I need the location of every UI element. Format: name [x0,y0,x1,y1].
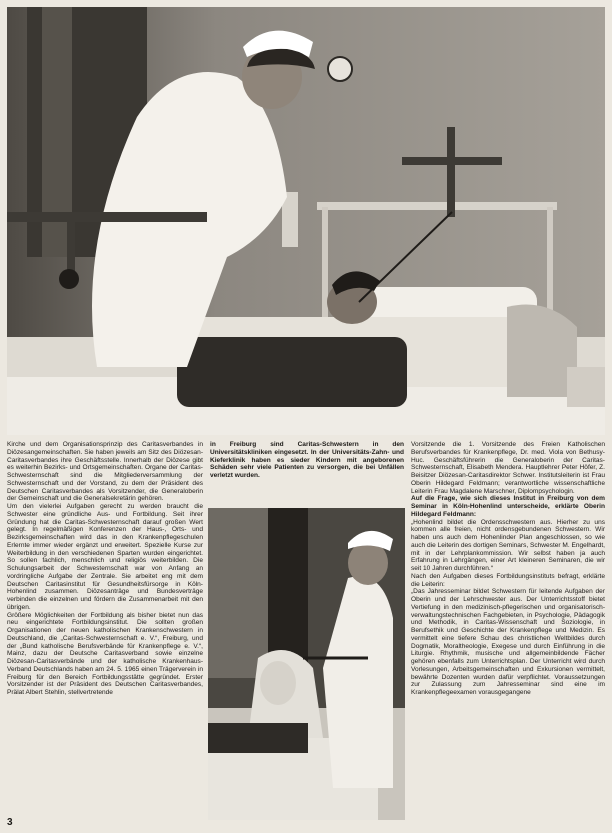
paragraph: Kirche und dem Organisationsprinzip des Caritasverbandes in Diözesangemeinschaften. Sie haben jeweils am Sitz des Diözesan-Caritasverbandes ihre Geschäftsstelle. Innerhalb der Diözese gibt es weiterhin Bezirks- und Ortsgemeinschaften. Organe der Caritas-Schwesternschaft sind die Mitgliederversammlung der Schwesternschaft und der Vorstand, zu dem der Präsident des Deutschen Caritasverbandes als Vorsitzender, die Generaloberin der Gemeinschaft und die Generalsekretärin gehören. [7,441,203,503]
photo-caption [210,441,404,503]
photo-nurse-bedside [7,7,605,435]
photo-nurse-patient-image [208,508,405,820]
photo-nurse-patient [208,508,405,820]
photo-nurse-bedside-image [7,7,605,435]
paragraph: „Das Jahresseminar bildet Schwestern für leitende Aufgaben der Oberin und der Lehrschwester aus. Der Unterrichtsstoff bietet Vertiefung in den medizinisch-pflegerischen und organisatorisch-verwaltungstechnischen Fachgebieten, in Psychologie, Pädagogik und Methodik, in Caritas-Wissenschaft und Soziologie, in Berufsethik und Geschichte der Krankenpflege und Medizin. Es vermittelt eine tiefere Schau des christlichen Weltbildes durch Dogmatik, Moraltheologie, Exegese und durch Einführung in die Liturgie. Rhythmik, musische und allgemeinbildende Fächer gehören ebenfalls zum Unterrichtsplan. Der Unterricht wird durch Vorlesungen, Arbeitsgemeinschaften und Exkursionen vermittelt, bewährte Dozenten wurden dafür verpflichtet. Voraussetzungen zur Zulassung zum Jahresseminar sind eine im Krankenpflegeexamen vorausgegangene [411,588,605,696]
paragraph: Um den vielerlei Aufgaben gerecht zu werden braucht die Schwester eine gründliche Aus- und Fortbildung. Seit ihrer Gründung hat die Caritas-Schwesternschaft darauf großen Wert gelegt. In regelmäßigen Konferenzen der Haus-, Orts- und Bezirksgemeinschaften wird das in den Krankenpflegeschulen Erlernte immer wieder ergänzt und erweitert. Spezielle Kurse zur Weiterbildung in den verschiedenen Sparten wurden eingerichtet. So sollen fachlich, menschlich und religiös weiterbilden. Die Schulungsarbeit der Schwesternschaft war von Anfang an vordringliche Aufgabe der Zentrale. Sie arbeitet eng mit dem Deutschen Caritasinstitut für Gesundheitsfürsorge in Köln-Hohenlind zusammen. Diözesanträge und Bundesverträge verbinden die einzelnen und fördern die Zusammenarbeit mit den übrigen. [7,503,203,611]
paragraph: „Hohenlind bildet die Ordensschwestern aus. Hierher zu uns kommen alle freien, nicht ordensgebundenen Schwestern. Wir haben uns auch dem Hohenlinder Plan angeschlossen, so wie auch die Leiterin des dortigen Seminars, Schwester M. Engelhardt, mit in der Lehrplankommission. Wir selbst haben ja auch Erfahrung in Lehrgängen, einer Art kleineren Seminaren, die wir seit 10 Jahren durchführen.“ [411,518,605,572]
paragraph: Auf die Frage, wie sich dieses Institut in Freiburg von dem Seminar in Köln-Hohenlind unterscheide, erklärte Oberin Hildegard Feldmann: [411,495,605,518]
paragraph: Größere Möglichkeiten der Fortbildung als bisher bietet nun das neu eingerichtete Fortbildungsinstitut. Die sollten großen Organisationen der neuen katholischen Krankenschwestern in Deutschland, die „Caritas-Schwesternschaft e. V.“, Freiburg, und der „Bund katholische Berufsverbände für Krankenpflege e. V.“, Mainz, dazu der Deutsche Caritasverband sowie einzelne Diözesan-Caritasverbände und der katholische Krankenhaus-Verband Deutschlands haben am 24. 5. 1965 einen Trägerverein in Freiburg für den Bereich Fortbildungsstätte gegründet. Erster Vorsitzender ist der Präsident des Deutschen Caritasverbandes, Prälat Albert Stehlin, stellvertretende [7,611,203,696]
paragraph: Vorsitzende die 1. Vorsitzende des Freien Katholischen Berufsverbandes für Krankenpflege, Dr. med. Viola von Bethusy-Huc. Geschäftsführerin die Generaloberin der Caritas-Schwesternschaft, Elisabeth Mendera. Hauptlehrer Peter Höfer, Z. Beisitzer Diözesan-Caritasdirektor Schwer. Institutsleiterin ist Frau Oberin Hildegard Feldmann; verantwortliche wissenschaftliche Leiterin Frau Magdalene Marschner, Diplompsychologin. [411,441,605,495]
text-column-right [411,441,605,829]
caption-text: in Freiburg sind Caritas-Schwestern in den Universitätskliniken eingesetzt. In der Universitäts-Zahn- und Kieferklinik haben es sieder Kindern mit angeborenen Schäden sehr viele Patienten zu versorgen, die bei Unfällen verletzt wurden. [210,441,404,479]
paragraph: Nach den Aufgaben dieses Fortbildungsinstituts befragt, erklärte die Leiterin: [411,572,605,588]
text-column-left [7,441,203,829]
page-number: 3 [7,817,13,828]
